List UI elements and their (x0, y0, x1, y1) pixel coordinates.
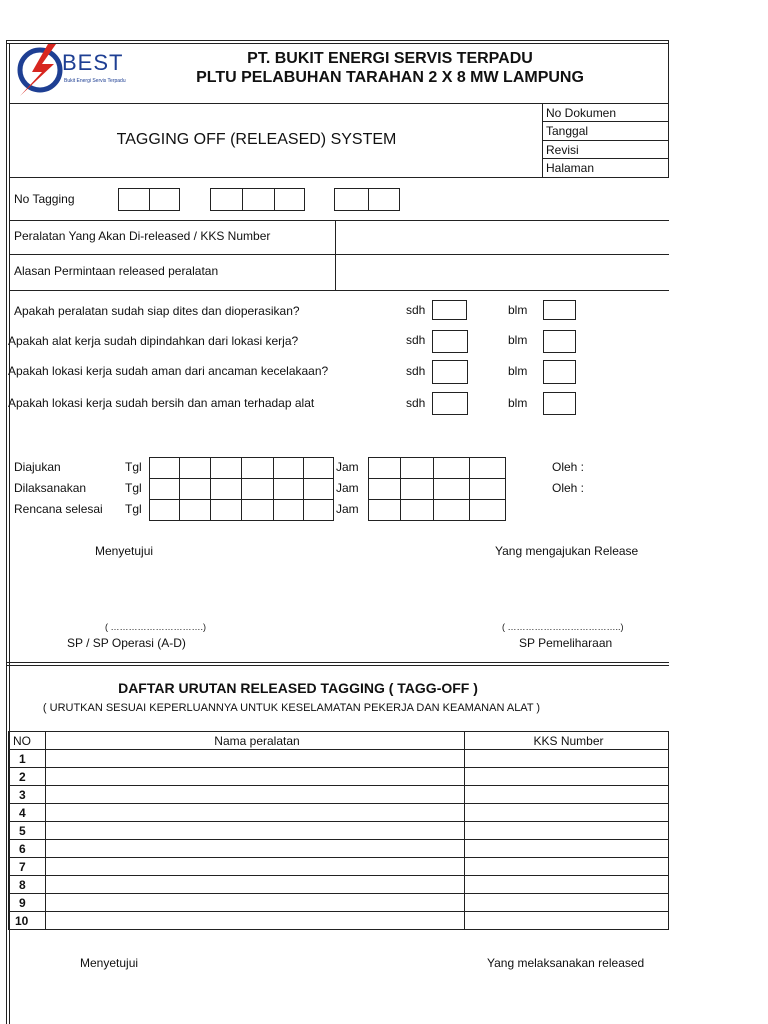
kks-cell[interactable] (465, 912, 669, 930)
row-number: 8 (9, 876, 46, 894)
docbox-line-3 (542, 158, 669, 159)
nama-cell[interactable] (46, 840, 465, 858)
time-grid-row-3[interactable] (368, 499, 506, 521)
table-row (9, 876, 669, 894)
row-number: 5 (9, 822, 46, 840)
table-row (9, 840, 669, 858)
kks-cell[interactable] (465, 858, 669, 876)
form-title: TAGGING OFF (RELEASED) SYSTEM (116, 131, 397, 148)
schedule-tgl-2: Tgl (125, 481, 142, 495)
doc-field-tanggal: Tanggal (546, 124, 589, 138)
nama-cell[interactable] (46, 804, 465, 822)
row-number: 1 (9, 750, 46, 768)
nama-cell[interactable] (46, 912, 465, 930)
question-4-text: Apakah lokasi kerja sudah bersih dan aman terhadap alat (8, 396, 315, 410)
question-2-no-label: blm (508, 333, 528, 347)
kks-cell[interactable] (465, 822, 669, 840)
table-row (9, 858, 669, 876)
requester-signature-line: ( ………………………………..) (502, 622, 624, 632)
section-separator-2 (6, 665, 669, 666)
no-tagging-box-1[interactable] (118, 188, 180, 211)
kks-cell[interactable] (465, 768, 669, 786)
kks-cell[interactable] (465, 786, 669, 804)
nama-cell[interactable] (46, 786, 465, 804)
row-number: 4 (9, 804, 46, 822)
requester-role: SP Pemeliharaan (519, 636, 613, 650)
schedule-tgl-1: Tgl (125, 460, 142, 474)
question-2-text: Apakah alat kerja sudah dipindahkan dari lokasi kerja? (8, 334, 299, 348)
question-1-no-label: blm (508, 303, 528, 317)
no-tagging-box-2[interactable] (210, 188, 305, 211)
row-number: 10 (9, 912, 46, 930)
question-4-yes-checkbox[interactable] (432, 392, 468, 415)
date-grid-row-1[interactable] (149, 457, 334, 479)
question-3-text: Apakah lokasi kerja sudah aman dari ancaman kecelakaan? (8, 364, 329, 378)
kks-cell[interactable] (465, 876, 669, 894)
question-4-yes-label: sdh (406, 396, 426, 410)
row-number: 9 (9, 894, 46, 912)
schedule-jam-1: Jam (336, 460, 359, 474)
kks-cell[interactable] (465, 840, 669, 858)
question-1-text: Apakah peralatan sudah siap dites dan dioperasikan? (14, 304, 300, 318)
row-line-3 (9, 290, 669, 291)
footer-approve-label: Menyetujui (80, 956, 139, 970)
doc-field-revisi: Revisi (546, 143, 579, 157)
question-2-no-checkbox[interactable] (543, 330, 576, 353)
table-row (9, 768, 669, 786)
approve-role: SP / SP Operasi (A-D) (67, 636, 186, 650)
schedule-oleh-1: Oleh : (552, 460, 585, 474)
schedule-label-rencana: Rencana selesai (14, 502, 103, 516)
kks-cell[interactable] (465, 894, 669, 912)
table-row (9, 912, 669, 930)
nama-cell[interactable] (46, 750, 465, 768)
schedule-label-diajukan: Diajukan (14, 460, 61, 474)
time-grid-row-1[interactable] (368, 457, 506, 479)
question-4-no-checkbox[interactable] (543, 392, 576, 415)
date-grid-row-3[interactable] (149, 499, 334, 521)
row-number: 7 (9, 858, 46, 876)
nama-cell[interactable] (46, 876, 465, 894)
kks-cell[interactable] (465, 750, 669, 768)
question-3-no-label: blm (508, 364, 528, 378)
title-bottom-line (9, 177, 669, 178)
requester-label: Yang mengajukan Release (495, 544, 639, 558)
date-grid-row-2[interactable] (149, 478, 334, 500)
plant-name: PLTU PELABUHAN TARAHAN 2 X 8 MW LAMPUNG (196, 69, 584, 86)
frame-left (6, 40, 7, 1024)
question-1-yes-checkbox[interactable] (432, 300, 467, 320)
question-1-yes-label: sdh (406, 303, 426, 317)
company-name: PT. BUKIT ENERGI SERVIS TERPADU (247, 50, 533, 67)
doc-field-halaman: Halaman (546, 161, 595, 175)
question-2-yes-checkbox[interactable] (432, 330, 468, 353)
question-3-yes-checkbox[interactable] (432, 360, 468, 384)
nama-cell[interactable] (46, 822, 465, 840)
logo-brand: BEST (62, 50, 124, 75)
approve-signature-line: ( ………………………….) (105, 622, 206, 632)
docbox-line-2 (542, 140, 669, 141)
question-1-no-checkbox[interactable] (543, 300, 576, 320)
column-header-nama: Nama peralatan (46, 732, 465, 750)
release-list-table (8, 731, 669, 930)
schedule-jam-3: Jam (336, 502, 359, 516)
row-number: 6 (9, 840, 46, 858)
kks-cell[interactable] (465, 804, 669, 822)
no-tagging-box-3[interactable] (334, 188, 400, 211)
schedule-oleh-2: Oleh : (552, 481, 585, 495)
column-header-no: NO (9, 732, 46, 750)
nama-cell[interactable] (46, 858, 465, 876)
nama-cell[interactable] (46, 768, 465, 786)
list-title: DAFTAR URUTAN RELEASED TAGGING ( TAGG-OFF ) (118, 680, 478, 696)
question-3-no-checkbox[interactable] (543, 360, 576, 384)
header-divider (9, 103, 669, 104)
schedule-tgl-3: Tgl (125, 502, 142, 516)
table-row (9, 750, 669, 768)
logo-tagline: Bukit Energi Servis Terpadu (64, 78, 126, 84)
docbox-line-1 (542, 121, 669, 122)
section-separator-1 (6, 662, 669, 663)
schedule-jam-2: Jam (336, 481, 359, 495)
table-row (9, 894, 669, 912)
equipment-label: Peralatan Yang Akan Di-released / KKS Number (14, 229, 271, 243)
no-tagging-label: No Tagging (14, 192, 75, 206)
schedule-label-dilaksanakan: Dilaksanakan (14, 481, 87, 495)
company-logo (14, 42, 134, 98)
question-3-yes-label: sdh (406, 364, 426, 378)
time-grid-row-2[interactable] (368, 478, 506, 500)
frame-top (6, 40, 669, 41)
table-row (9, 822, 669, 840)
reason-input[interactable] (336, 255, 668, 289)
reason-label: Alasan Permintaan released peralatan (14, 264, 219, 278)
question-4-no-label: blm (508, 396, 528, 410)
approve-label: Menyetujui (95, 544, 154, 558)
row-number: 3 (9, 786, 46, 804)
doc-field-no-dokumen: No Dokumen (546, 106, 617, 120)
row-number: 2 (9, 768, 46, 786)
table-row (9, 804, 669, 822)
column-header-kks: KKS Number (465, 732, 669, 750)
table-header-row (9, 732, 669, 750)
nama-cell[interactable] (46, 894, 465, 912)
question-2-yes-label: sdh (406, 333, 426, 347)
footer-executor-label: Yang melaksanakan released (487, 956, 645, 970)
list-subtitle: ( URUTKAN SESUAI KEPERLUANNYA UNTUK KESELAMATAN PEKERJA DAN KEAMANAN ALAT ) (42, 702, 541, 714)
equipment-input[interactable] (336, 221, 668, 253)
table-row (9, 786, 669, 804)
